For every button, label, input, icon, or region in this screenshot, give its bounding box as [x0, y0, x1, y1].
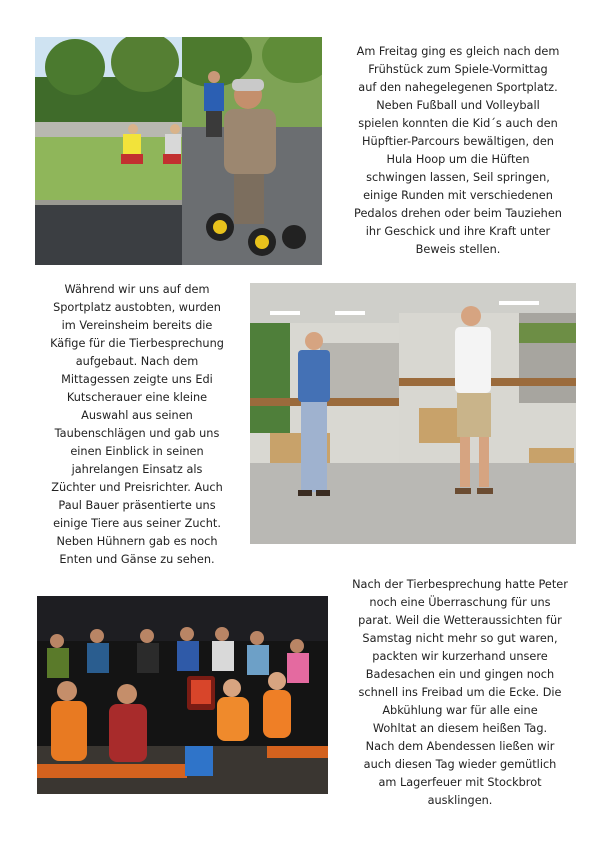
- text-line: spielen konnten die Kid´s auch den: [358, 117, 558, 130]
- text-line: noch eine Überraschung für uns: [369, 596, 551, 609]
- photo-pedalo-kids: [35, 37, 182, 265]
- text-line: Neben Fußball und Volleyball: [376, 99, 540, 112]
- text-line: Sportplatz austobten, wurden: [53, 301, 221, 314]
- text-line: Nach der Tierbesprechung hatte Peter: [352, 578, 568, 591]
- photo-campfire-evening: [37, 596, 328, 794]
- text-line: Frühstück zum Spiele-Vormittag: [368, 63, 548, 76]
- text-line: ihr Geschick und ihre Kraft unter: [365, 225, 551, 238]
- text-line: ausklingen.: [427, 794, 493, 807]
- text-line: aufgebaut. Nach dem: [75, 355, 199, 368]
- text-line: jahrelangen Einsatz als: [71, 463, 203, 476]
- text-line: auch diesen Tag wieder gemütlich: [363, 758, 557, 771]
- text-line: Enten und Gänse zu sehen.: [59, 553, 215, 566]
- text-line: Auswahl aus seinen: [81, 409, 193, 422]
- text-line: Samstag nicht mehr so gut waren,: [362, 632, 558, 645]
- paragraph-tierbesprechung: [32, 281, 242, 569]
- text-line: einen Einblick in seinen: [70, 445, 204, 458]
- text-line: Hüpftier-Parcours bewältigen, den: [362, 135, 554, 148]
- text-line: Beweis stellen.: [415, 243, 501, 256]
- photo-speaker-edi: [250, 283, 399, 544]
- text-line: Während wir uns auf dem: [64, 283, 210, 296]
- text-line: Wohltat an diesem heißen Tag.: [372, 722, 548, 735]
- text-line: Abkühlung war für alle eine: [382, 704, 538, 717]
- text-line: parat. Weil die Wetteraussichten für: [358, 614, 562, 627]
- text-line: einige Runden mit verschiedenen: [363, 189, 553, 202]
- text-line: Neben Hühnern gab es noch: [56, 535, 218, 548]
- text-line: packten wir kurzerhand unsere: [372, 650, 548, 663]
- text-line: auf den nahegelegenen Sportplatz.: [358, 81, 558, 94]
- text-line: Mittagessen zeigte uns Edi: [61, 373, 213, 386]
- text-line: Badesachen ein und gingen noch: [365, 668, 555, 681]
- text-line: am Lagerfeuer mit Stockbrot: [378, 776, 542, 789]
- text-line: schnell ins Freibad um die Ecke. Die: [358, 686, 562, 699]
- text-line: Pedalos drehen oder beim Tauziehen: [354, 207, 562, 220]
- text-line: Nach dem Abendessen ließen wir: [365, 740, 555, 753]
- paragraph-sportplatz: [330, 43, 586, 259]
- photo-speaker-paul: [399, 283, 576, 544]
- text-line: im Vereinsheim bereits die: [61, 319, 213, 332]
- paragraph-freibad-lagerfeuer: [332, 576, 588, 810]
- text-line: Am Freitag ging es gleich nach dem: [356, 45, 560, 58]
- text-line: Käfige für die Tierbesprechung: [50, 337, 224, 350]
- text-line: Kutscherauer eine kleine: [66, 391, 208, 404]
- text-line: Taubenschlägen und gab uns: [54, 427, 220, 440]
- text-line: schwingen lassen, Seil springen,: [366, 171, 550, 184]
- text-line: einige Tiere aus seiner Zucht.: [53, 517, 221, 530]
- photo-man-on-pedalo: [182, 37, 322, 265]
- text-line: Paul Bauer präsentierte uns: [58, 499, 216, 512]
- text-line: Züchter und Preisrichter. Auch: [51, 481, 223, 494]
- text-line: Hula Hoop um die Hüften: [386, 153, 530, 166]
